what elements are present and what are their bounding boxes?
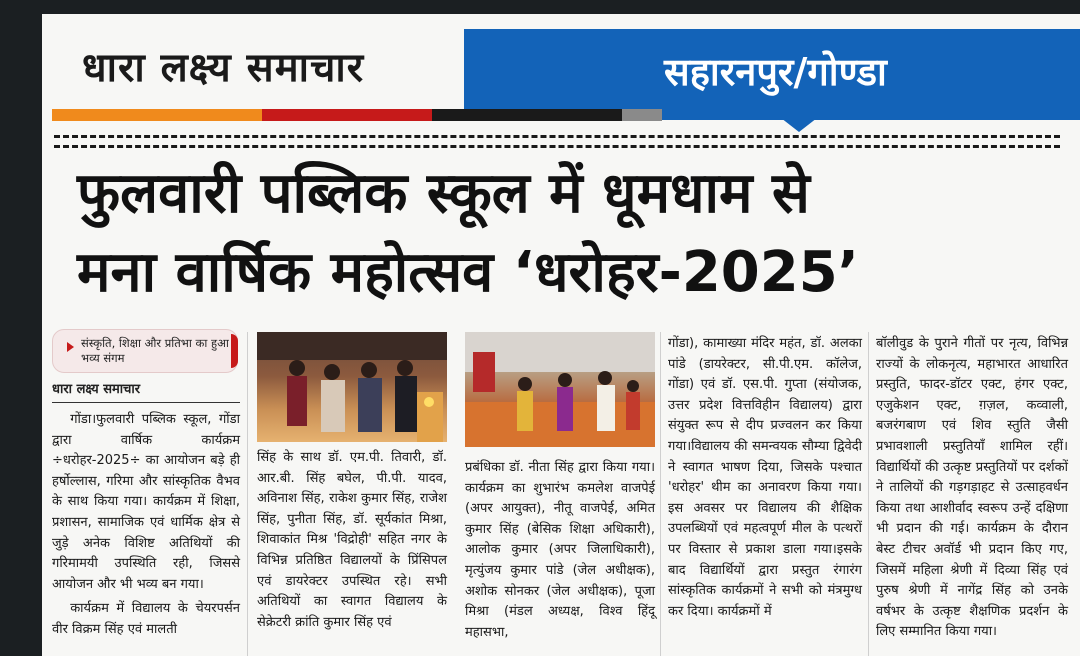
- band-segment: [432, 109, 622, 121]
- article-paragraph: गोंडा), कामाख्या मंदिर महंत, डॉ. अलका पांडे (डायरेक्टर, सी.पी.एम. कॉलेज, गोंडा) एवं डॉ. एस.पी. गुप्ता (संयोजक, उत्तर प्रदेश वित्तविहीन विद्यालय) द्वारा संयुक्त रूप से दीप प्रज्वलन कर किया गया।विद्यालय की समन्वयक सौम्या द्विवेदी ने स्वागत भाषण दिया, जिसके पश्चात 'धरोहर' थीम का अनावरण किया गया। इस अवसर पर विद्यालय की शैक्षिक उपलब्धियों एवं महत्वपूर्ण मील के पत्थरों पर विस्तार से प्रकाश डाला गया।इसके बाद विद्यार्थियों द्वारा प्रस्तुत रंगारंग सांस्कृतिक कार्यक्रमों ने सभी को मंत्रमुग्ध कर दिया। कार्यक्रमों में: [668, 336, 862, 619]
- tagline-text: संस्कृति, शिक्षा और प्रतिभा का हुआ भव्य संगम: [81, 336, 229, 365]
- masthead: [42, 14, 464, 108]
- byline: धारा लक्ष्य समाचार: [52, 382, 141, 397]
- column-divider: [660, 332, 661, 656]
- headline: [77, 154, 1077, 312]
- event-photo-guests: [257, 332, 447, 442]
- photo-performance-illustration: [465, 332, 655, 447]
- newspaper-name: धारा लक्ष्य समाचार: [82, 45, 365, 91]
- color-band: [52, 109, 1052, 121]
- newspaper-page: [42, 14, 1080, 656]
- photo-guests-illustration: [257, 332, 447, 442]
- dashed-rule-bottom: [54, 145, 1060, 148]
- location-label: सहारनपुर/गोण्डा: [664, 50, 887, 94]
- headline-line-1: फुलवारी पब्लिक स्कूल में धूमधाम से: [77, 161, 810, 226]
- column-divider: [247, 332, 248, 656]
- article-column-4: [668, 334, 862, 622]
- article-paragraph: गोंडा।फुलवारी पब्लिक स्कूल, गोंडा द्वारा वार्षिक कार्यक्रम ÷धरोहर-2025÷ का आयोजन बड़े ही हर्षोल्लास, गरिमा और सांस्कृतिक वैभव के साथ किया गया। कार्यक्रम में शिक्षा, प्रशासन, सामाजिक एवं धार्मिक क्षेत्र से जुड़े अनेक विशिष्ट अतिथियों की गरिमामयी उपस्थिति रही, जिससे आयोजन और भी भव्य बन गया।: [52, 412, 240, 592]
- band-segment: [52, 109, 262, 121]
- tagline-accent-bar: [231, 334, 238, 368]
- article-paragraph: कार्यक्रम में विद्यालय के चेयरपर्सन वीर विक्रम सिंह एवं मालती: [52, 601, 240, 637]
- article-paragraph: प्रबंधिका डॉ. नीता सिंह द्वारा किया गया। कार्यक्रम का शुभारंभ कमलेश वाजपेई (अपर आयुक्त), नीतू वाजपेई, अमित कुमार सिंह (बेसिक शिक्षा अधिकारी), आलोक कुमार (अपर जिलाधिकारी), मृत्युंजय कुमार पांडे (जेल अधीक्षक), अशोक सोनकर (जेल अधीक्षक), पूजा मिश्रा (मंडल अध्यक्ष, विश्व हिंदू महासभा,: [465, 460, 655, 640]
- article-paragraph: सिंह के साथ डॉ. एम.पी. तिवारी, डॉ. आर.बी. सिंह बघेल, पी.पी. यादव, अविनाश सिंह, राकेश कुमार सिंह, राजेश सिंह, पुनीता सिंह, डॉ. सूर्यकांत मिश्रा, शिवाकांत मिश्र 'विद्रोही' सहित नगर के विभिन्न प्रतिष्ठित विद्यालयों के प्रिंसिपल एवं डायरेक्टर उपस्थित रहे। सभी अतिथियों का स्वागत विद्यालय के सेक्रेटरी क्रांति कुमार सिंह एवं: [257, 450, 447, 630]
- headline-line-2: मना वार्षिक महोत्सव ‘धरोहर-2025’: [77, 240, 859, 305]
- article-column-3: [465, 458, 655, 643]
- byline-rule: [52, 402, 240, 403]
- band-segment: [262, 109, 432, 121]
- band-segment: [622, 109, 662, 121]
- tagline-box: [52, 329, 238, 373]
- article-column-2: [257, 448, 447, 633]
- event-photo-performance: [465, 332, 655, 447]
- play-arrow-icon: [67, 342, 74, 352]
- location-banner: [464, 29, 1080, 120]
- article-paragraph: बॉलीवुड के पुराने गीतों पर नृत्य, विभिन्न राज्यों के लोकनृत्य, महाभारत आधारित प्रस्तुति, फादर-डॉटर एक्ट, हंगर एक्ट, एजुकेशन एक्ट, ग़ज़ल, कव्वाली, बजरंगबाण एवं शिव स्तुति जैसी प्रभावशाली प्रस्तुतियाँ शामिल रहीं। विद्यार्थियों की उत्कृष्ट प्रस्तुतियों पर दर्शकों ने तालियों की गड़गड़ाहट से उत्साहवर्धन किया तथा आशीर्वाद स्वरूप उन्हें दक्षिणा भी प्रदान की गई। कार्यक्रम के दौरान बेस्ट टीचर अवॉर्ड भी प्रदान किए गए, जिसमें महिला श्रेणी में दिव्या सिंह एवं पुरुष श्रेणी में नागेंद्र सिंह को उनके वर्षभर के उत्कृष्ट शैक्षणिक प्रदर्शन के लिए सम्मानित किया गया।: [876, 336, 1068, 640]
- dashed-rule-top: [54, 135, 1060, 138]
- article-column-5: [876, 334, 1068, 643]
- article-column-1: [52, 410, 240, 641]
- column-divider: [868, 332, 869, 656]
